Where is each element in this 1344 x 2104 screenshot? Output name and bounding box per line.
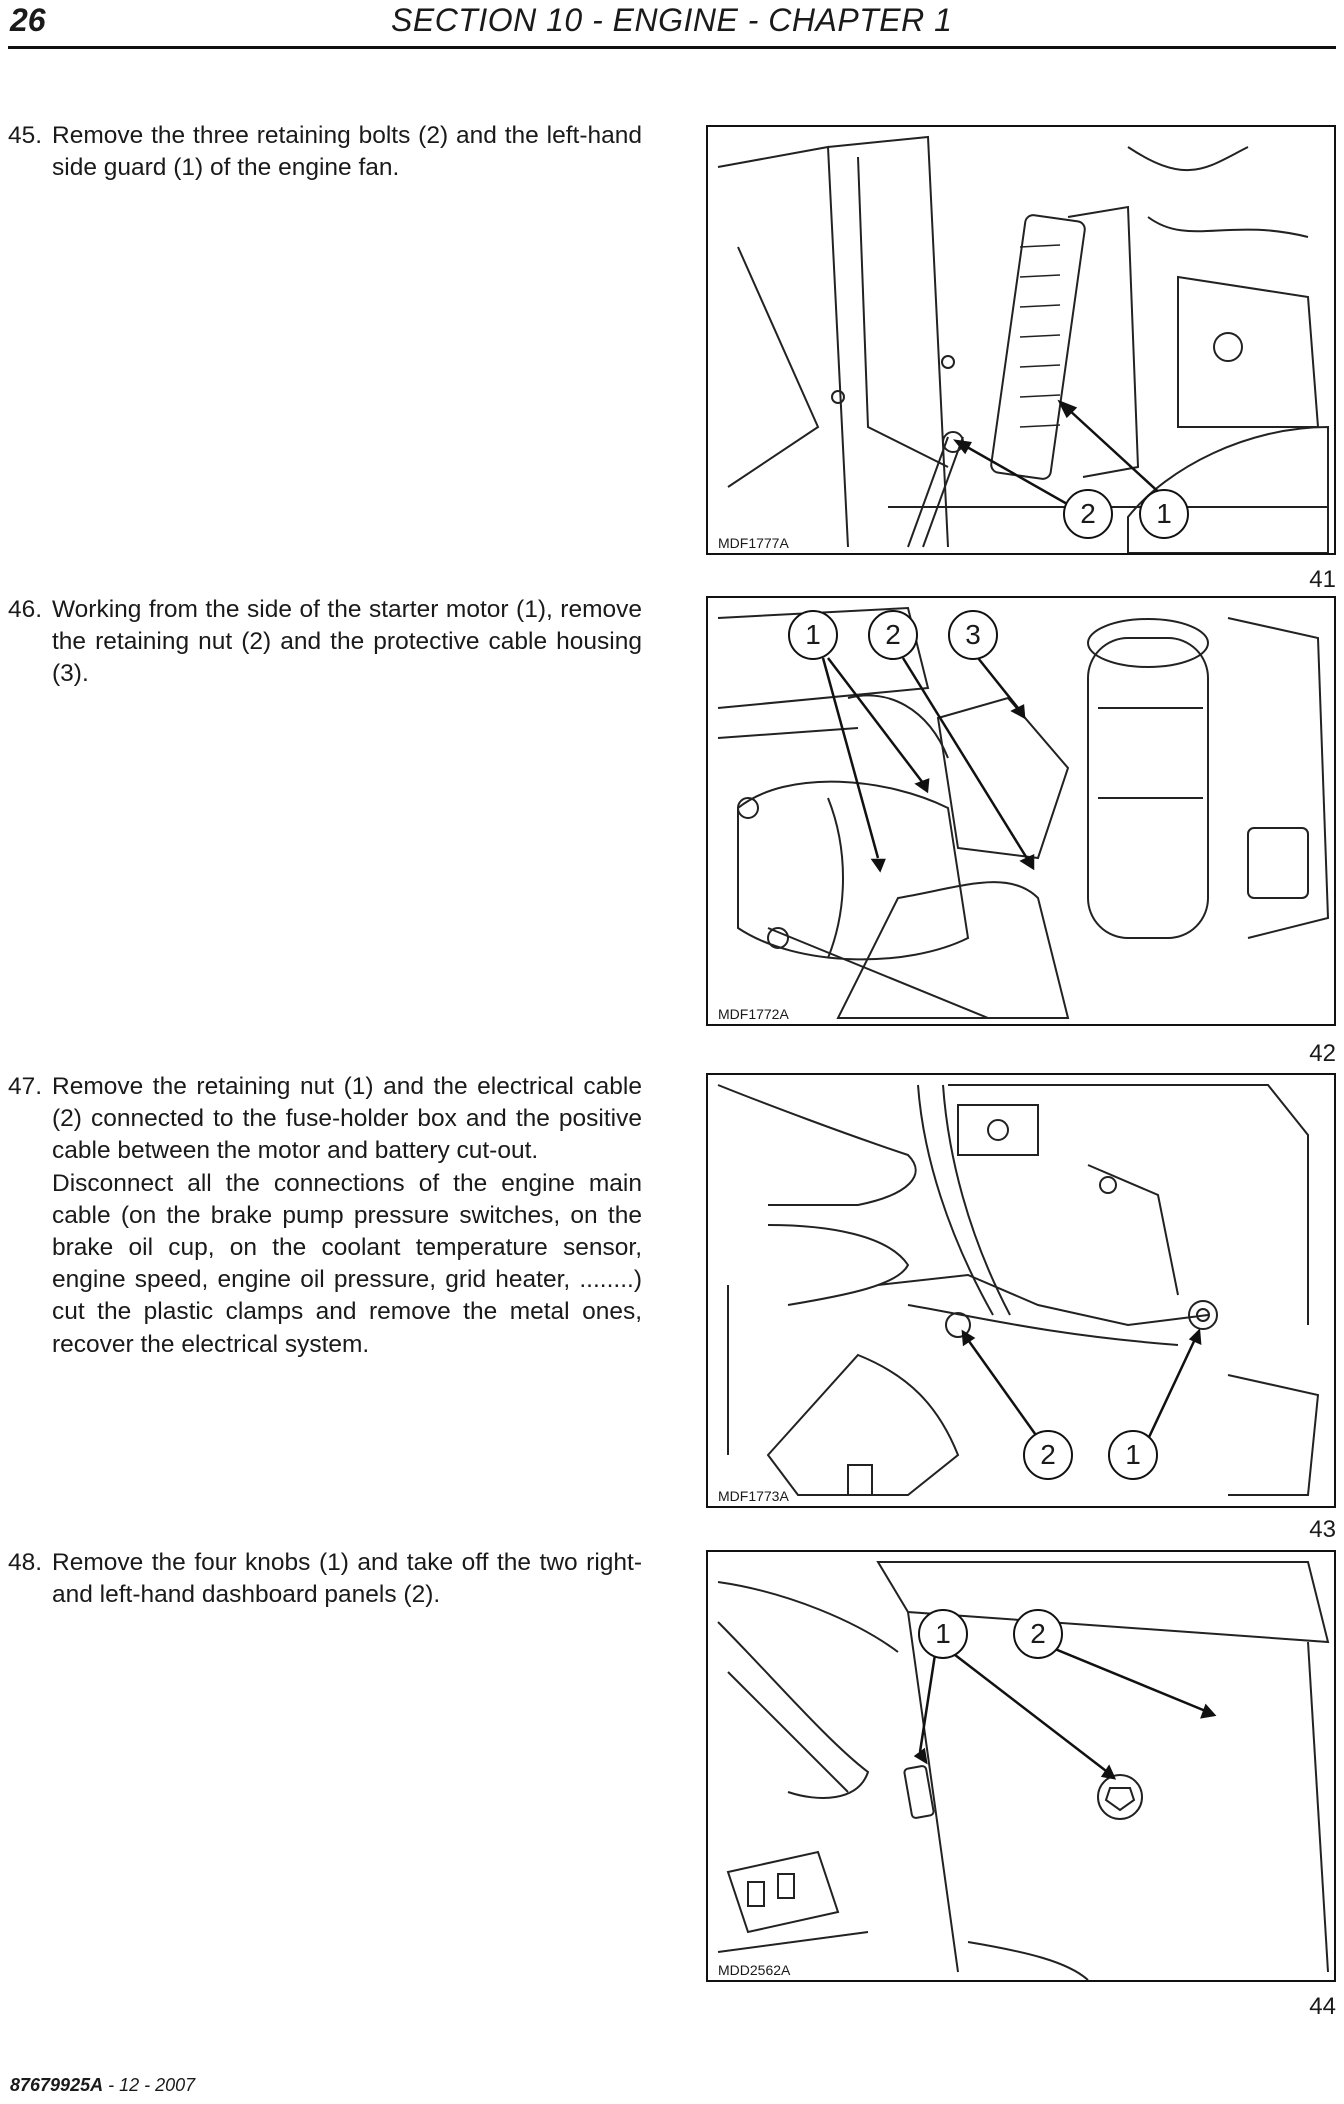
step-48 (8, 1547, 642, 1611)
callout-3: 3 (948, 610, 998, 660)
page-footer (10, 2075, 195, 2096)
figure-starter-motor (706, 596, 1336, 1026)
step-46 (8, 594, 642, 691)
document-date: - 12 - 2007 (103, 2075, 196, 2095)
figure-number: 44 (1309, 1993, 1336, 2020)
figure-fan-guard (706, 125, 1336, 555)
step-text: Disconnect all the connections of the engine main cable (on the brake pump pressure switches, on the brake oil cup, on the coolant temperature sensor, engine speed, engine oil pressure, grid heater, ........) cut the plastic clamps and remove the metal ones, recover the electrical system. (52, 1169, 642, 1358)
starter-motor-illustration (708, 598, 1334, 1024)
document-number: 87679925A (10, 2075, 104, 2095)
step-45 (8, 120, 642, 184)
figure-code: MDD2562A (718, 1962, 791, 1978)
step-text: Remove the three retaining bolts (2) and the left-hand side guard (1) of the engine fan. (52, 122, 642, 182)
figure-number: 42 (1309, 1040, 1336, 1067)
figure-code: MDF1772A (718, 1006, 789, 1022)
figure-code: MDF1773A (718, 1488, 789, 1504)
fan-guard-illustration (708, 127, 1334, 553)
step-number: 45. (8, 122, 43, 149)
figure-number: 43 (1309, 1516, 1336, 1543)
step-text: Remove the retaining nut (1) and the electrical cable (2) connected to the fuse-holder box and the positive cable between the motor and battery cut-out. (52, 1073, 642, 1165)
figure-dashboard-panels (706, 1550, 1336, 1982)
figure-code: MDF1777A (718, 535, 789, 551)
step-text: Remove the four knobs (1) and take off the two right- and left-hand dashboard panels (2). (52, 1549, 642, 1609)
callout-2: 2 (868, 610, 918, 660)
callout-1: 1 (1108, 1430, 1158, 1480)
step-number: 46. (8, 596, 43, 623)
callout-1: 1 (918, 1609, 968, 1659)
step-number: 48. (8, 1549, 43, 1576)
figure-number: 41 (1309, 566, 1336, 593)
electrical-cable-illustration (708, 1075, 1334, 1506)
page-number: 26 (10, 2, 46, 38)
callout-2: 2 (1063, 489, 1113, 539)
callout-2: 2 (1023, 1430, 1073, 1480)
callout-1: 1 (1139, 489, 1189, 539)
page-header (8, 0, 1336, 49)
step-number: 47. (8, 1073, 43, 1100)
section-title: SECTION 10 - ENGINE - CHAPTER 1 (391, 2, 953, 38)
callout-1: 1 (788, 610, 838, 660)
figure-electrical-cable (706, 1073, 1336, 1508)
step-text: Working from the side of the starter motor (1), remove the retaining nut (2) and the protective cable housing (3). (52, 596, 642, 688)
step-47 (8, 1071, 642, 1361)
callout-2: 2 (1013, 1609, 1063, 1659)
